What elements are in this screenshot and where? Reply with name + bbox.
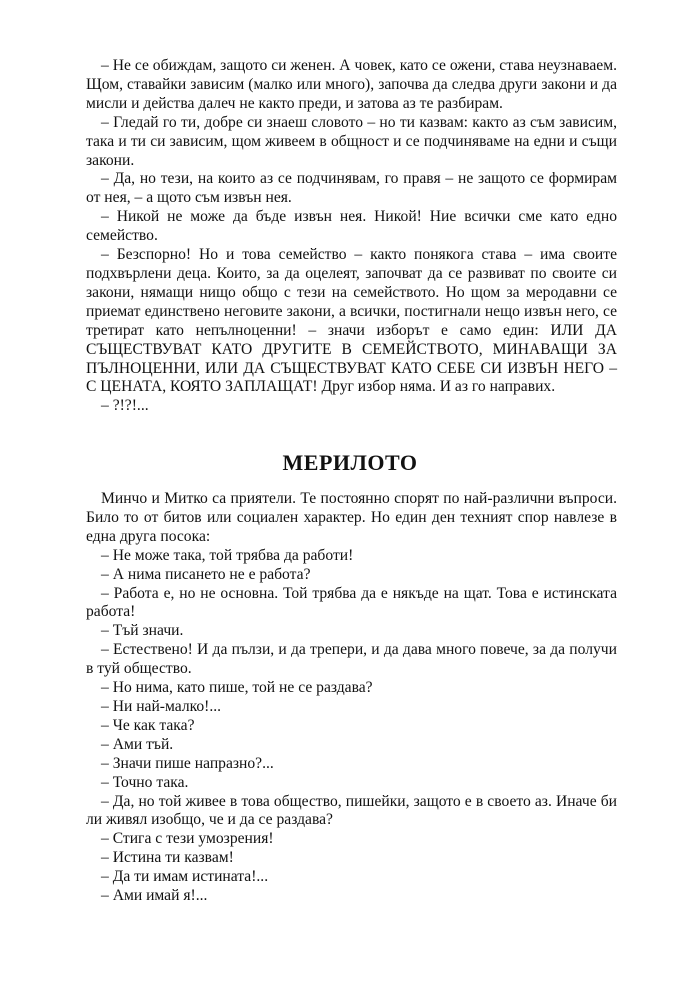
paragraph: – Гледай го ти, добре си знаеш словото – но ти казвам: както аз съм зависим, така и ти си зависим, щом живеем в общност и се подчиняваме на едни и същи закони. xyxy=(86,113,617,169)
paragraph: – Работа е, но не основна. Той трябва да е някъде на щат. Това е истинската работа! xyxy=(86,584,617,621)
section-heading: МЕРИЛОТО xyxy=(282,450,418,475)
paragraph: – Стига с тези умозрения! xyxy=(101,830,274,848)
paragraph: – Ни най-малко!... xyxy=(101,697,222,715)
paragraph: – Не може така, той трябва да работи! xyxy=(101,546,354,564)
paragraph: – Да ти имам истината!... xyxy=(101,868,269,886)
paragraph: – Естествено! И да пълзи, и да трепери, и да дава много повече, за да получи в туй общество. xyxy=(86,641,617,678)
paragraph: – А нима писането не е работа? xyxy=(101,565,311,583)
paragraph: – Истина ти казвам! xyxy=(101,849,234,867)
paragraph: Минчо и Митко са приятели. Те постоянно спорят по най-различни въпроси. Било то от битов или социален характер. Но един ден техният спор навлезе в една друга посока: xyxy=(86,490,617,545)
paragraph: – Да, но тези, на които аз се подчинявам, го правя – не защото се формирам от нея, – а щото съм извън нея. xyxy=(86,170,617,207)
dialogue-section-top xyxy=(86,57,617,416)
paragraph: – Че как така? xyxy=(101,716,195,734)
paragraph: – ?!?!... xyxy=(101,397,149,415)
paragraph: – Точно така. xyxy=(101,773,189,791)
paragraph: – Безспорно! Но и това семейство – както понякога става – има своите подхвърлени деца. Които, за да оцелеят, започват да се развиват по своите си закони, нямащи нищо общо с тези на семейството. Но щом за меродавни се приемат единствено неговите закони, а всички, постигнали нещо извън него, се третират като непълноценни! – значи изборът е само един: ИЛИ ДА СЪЩЕСТВУВАТ КАТО ДРУГИТЕ В СЕМЕЙСТВОТО, МИНАВАЩИ ЗА ПЪЛНОЦЕННИ, ИЛИ ДА СЪЩЕСТВУВАТ КАТО СЕБЕ СИ ИЗВЪН НЕГО – С ЦЕНАТА, КОЯТО ЗАПЛАЩАТ! Друг избор няма. И аз го направих. xyxy=(86,246,617,396)
paragraph: – Ами имай я!... xyxy=(101,887,208,905)
paragraph: – Никой не може да бъде извън нея. Никой! Ние всички сме като едно семейство. xyxy=(86,208,617,245)
paragraph: – Не се обиждам, защото си женен. А човек, като се ожени, става неузнаваем. Щом, ставайки зависим (малко или много), започва да следва други закони и да мисли и действа далеч не както преди, и затова аз те разбирам. xyxy=(86,57,617,112)
paragraph: – Но нима, като пише, той не се раздава? xyxy=(101,679,373,697)
paragraph: – Значи пише напразно?... xyxy=(101,754,274,772)
paragraph: – Ами тъй. xyxy=(101,735,174,753)
paragraph: – Да, но той живее в това общество, пишейки, защото е в своето аз. Иначе би ли живял изобщо, че и да се раздава? xyxy=(86,792,617,829)
dialogue-section-bottom xyxy=(86,490,617,906)
paragraph: – Тъй значи. xyxy=(101,622,184,640)
